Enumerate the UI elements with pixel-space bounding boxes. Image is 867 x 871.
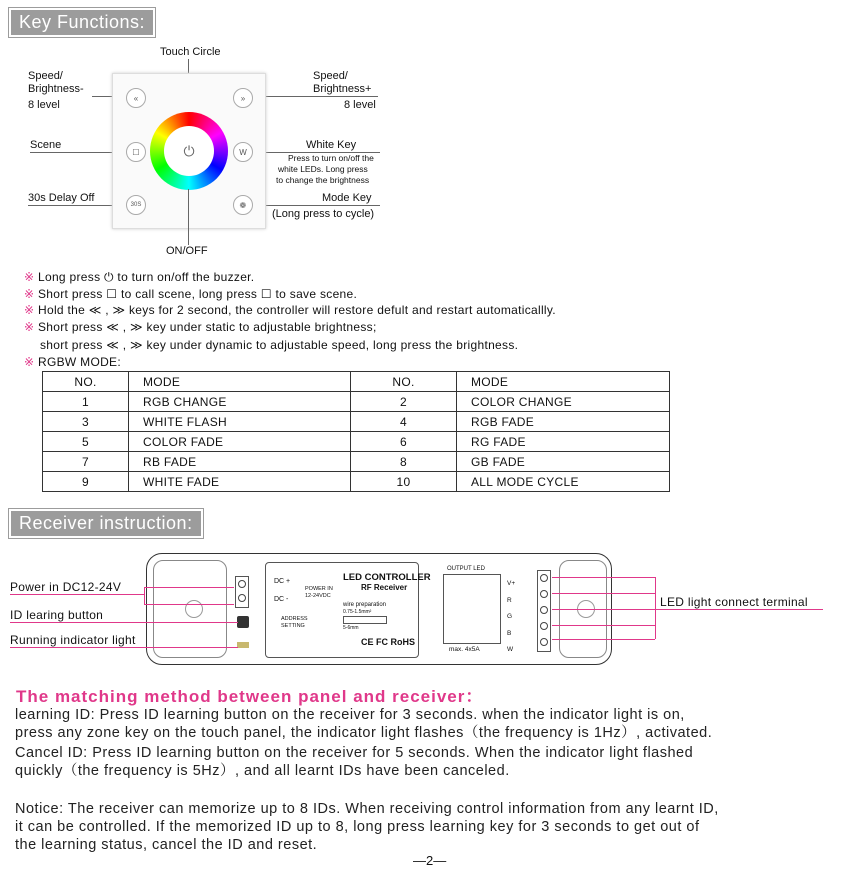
- power-arrow: [144, 587, 234, 588]
- pin-label: R: [507, 596, 512, 604]
- led-callout-connector: [655, 577, 656, 639]
- note-mark: ※: [24, 320, 35, 334]
- note-static: [24, 320, 377, 334]
- dc-minus-label: DC -: [274, 596, 289, 603]
- notice-para: the learning status, cancel the ID and reset.: [15, 837, 318, 853]
- pin-label: V+: [507, 580, 516, 587]
- speed-minus-button[interactable]: «: [126, 88, 146, 108]
- note-restore-text: Hold the ≪ , ≫ keys for 2 second, the controller will restore defult and restart automaticallly.: [38, 303, 556, 317]
- white-desc-2: white LEDs. Long press: [278, 164, 368, 174]
- terminal-screw: [238, 580, 246, 588]
- power-in-callout: Power in DC12-24V: [10, 580, 122, 594]
- on-off-label: ON/OFF: [166, 245, 208, 257]
- wire-diagram: [343, 616, 387, 624]
- max-current-label: max. 4x5A: [449, 646, 480, 653]
- table-cell: 3: [43, 412, 129, 432]
- table-cell: RGB FADE: [457, 412, 670, 432]
- screw-hole-left: [185, 600, 203, 618]
- table-cell: 4: [351, 412, 457, 432]
- receiver-title: Receiver instruction:: [9, 509, 203, 538]
- white-key-button[interactable]: W: [233, 142, 253, 162]
- table-cell: 10: [351, 472, 457, 492]
- table-header: NO.: [351, 372, 457, 392]
- terminal-screw: [540, 622, 548, 630]
- page-number: —2—: [413, 853, 447, 868]
- power-icon[interactable]: ⏻: [164, 126, 214, 176]
- output-wiring-diagram: [443, 574, 501, 644]
- note-mark: ※: [24, 270, 35, 284]
- white-desc-1: Press to turn on/off the: [288, 153, 374, 163]
- note-buzzer-text: Long press ⏻ to turn on/off the buzzer.: [38, 270, 255, 284]
- terminal-screw: [540, 606, 548, 614]
- table-cell: 1: [43, 392, 129, 412]
- table-cell: COLOR FADE: [129, 432, 351, 452]
- device-title: LED CONTROLLER: [343, 572, 431, 583]
- scene-label: Scene: [30, 139, 62, 151]
- note-rgbw-text: RGBW MODE:: [38, 355, 121, 369]
- matching-para: learning ID: Press ID learning button on the receiver for 3 seconds. when the indicator light is on,: [15, 707, 685, 723]
- key-functions-title: Key Functions:: [9, 8, 155, 37]
- id-learning-button[interactable]: [237, 616, 249, 628]
- speed-minus-label-1: Speed/: [28, 70, 63, 82]
- note-dynamic: [40, 338, 518, 352]
- note-dynamic-text: short press ≪ , ≫ key under dynamic to adjustable speed, long press the brightness.: [40, 338, 519, 352]
- terminal-screw: [540, 590, 548, 598]
- table-header: MODE: [457, 372, 670, 392]
- note-mark: ※: [24, 287, 35, 301]
- delay-off-button[interactable]: 30S: [126, 195, 146, 215]
- id-button-callout: ID learing button: [10, 608, 104, 622]
- receiver-device: [146, 553, 612, 665]
- terminal-screw: [238, 594, 246, 602]
- table-cell: RG FADE: [457, 432, 670, 452]
- table-cell: ALL MODE CYCLE: [457, 472, 670, 492]
- notice-para: Notice: The receiver can memorize up to 8 IDs. When receiving control information from any learnt ID,: [15, 801, 719, 817]
- table-header: MODE: [129, 372, 351, 392]
- table-cell: COLOR CHANGE: [457, 392, 670, 412]
- output-pin-labels: [507, 576, 517, 659]
- table-header: NO.: [43, 372, 129, 392]
- table-row: [43, 392, 670, 412]
- delay-off-leader: [28, 205, 124, 206]
- scene-leader: [30, 152, 124, 153]
- speed-plus-label-2: Brightness+: [313, 83, 372, 95]
- device-subtitle: RF Receiver: [361, 583, 408, 592]
- white-desc-3: to change the brightness: [276, 175, 370, 185]
- speed-minus-label-2: Brightness-: [28, 83, 84, 95]
- table-cell: WHITE FADE: [129, 472, 351, 492]
- output-led-label: OUTPUT LED: [447, 566, 485, 572]
- address-label: SETTING: [281, 623, 305, 629]
- led-arrow: [552, 639, 655, 640]
- power-callout-underline: [10, 594, 144, 595]
- speed-plus-label-1: Speed/: [313, 70, 348, 82]
- table-row: [43, 452, 670, 472]
- touch-circle-label: Touch Circle: [160, 46, 221, 58]
- id-arrow: [10, 622, 238, 623]
- matching-para: quickly（the frequency is 5Hz）, and all learnt IDs have been canceled.: [15, 763, 510, 779]
- mode-key-desc: (Long press to cycle): [272, 208, 375, 220]
- table-cell: 6: [351, 432, 457, 452]
- wire-size-label: 0.75-1.5mm²: [343, 609, 372, 615]
- table-cell: 8: [351, 452, 457, 472]
- table-cell: GB FADE: [457, 452, 670, 472]
- pin-label: G: [507, 613, 513, 620]
- led-arrow: [552, 577, 655, 578]
- touch-color-ring[interactable]: [150, 112, 228, 190]
- power-callout-connector: [144, 587, 145, 605]
- terminal-screw: [540, 574, 548, 582]
- led-arrow: [552, 609, 655, 610]
- scene-button[interactable]: ☐: [126, 142, 146, 162]
- speed-plus-leader: [254, 96, 378, 97]
- certifications: CE FC RoHS: [361, 637, 415, 647]
- note-mark: ※: [24, 355, 35, 369]
- note-scene-text: Short press ☐ to call scene, long press ☐ to save scene.: [38, 287, 358, 301]
- table-cell: WHITE FLASH: [129, 412, 351, 432]
- wire-prep-label: wire preparation: [343, 602, 387, 608]
- address-label: ADDRESS: [281, 616, 308, 622]
- notice-para: it can be controlled. If the memorized ID up to 8, long press learning key for 3 seconds to get out of: [15, 819, 700, 835]
- pin-label: B: [507, 629, 512, 637]
- note-buzzer: [24, 270, 254, 284]
- led-terminal-callout: LED light connect terminal: [660, 595, 808, 609]
- rgbw-mode-table: [42, 371, 670, 492]
- table-cell: RGB CHANGE: [129, 392, 351, 412]
- led-arrow: [552, 625, 655, 626]
- matching-title: The matching method between panel and receiver：: [16, 687, 484, 706]
- speed-minus-label-3: 8 level: [28, 99, 60, 111]
- mode-key-button[interactable]: ❁: [233, 195, 253, 215]
- led-callout-underline: [655, 609, 823, 610]
- mode-key-label: Mode Key: [322, 192, 372, 204]
- running-indicator-light: [237, 642, 249, 648]
- on-off-leader: [188, 189, 189, 245]
- power-arrow: [144, 604, 234, 605]
- dc-plus-label: DC +: [274, 578, 291, 585]
- table-cell: 2: [351, 392, 457, 412]
- mode-key-leader: [254, 205, 380, 206]
- table-cell: 7: [43, 452, 129, 472]
- matching-para: press any zone key on the touch panel, the indicator light flashes（the frequency is 1Hz）, activated.: [15, 725, 713, 741]
- table-row: [43, 472, 670, 492]
- touch-panel: [112, 73, 266, 229]
- pin-label: W: [507, 646, 514, 653]
- led-arrow: [552, 593, 655, 594]
- table-header-row: [43, 372, 670, 392]
- wire-length-label: 5-6mm: [343, 625, 359, 631]
- running-arrow: [10, 647, 238, 648]
- speed-plus-label-3: 8 level: [344, 99, 376, 111]
- note-mark: ※: [24, 303, 35, 317]
- running-light-callout: Running indicator light: [10, 633, 136, 647]
- table-cell: 9: [43, 472, 129, 492]
- terminal-screw: [540, 638, 548, 646]
- table-cell: RB FADE: [129, 452, 351, 472]
- note-restore: [24, 303, 556, 317]
- table-row: [43, 412, 670, 432]
- speed-plus-button[interactable]: »: [233, 88, 253, 108]
- power-voltage-label: 12-24VDC: [305, 593, 331, 599]
- table-cell: 5: [43, 432, 129, 452]
- power-in-label: POWER IN: [305, 586, 333, 592]
- note-scene: [24, 287, 357, 301]
- delay-off-label: 30s Delay Off: [28, 192, 95, 204]
- note-static-text: Short press ≪ , ≫ key under static to adjustable brightness;: [38, 320, 377, 334]
- matching-para: Cancel ID: Press ID learning button on the receiver for 5 seconds. When the indicator light flashed: [15, 745, 694, 761]
- white-key-label: White Key: [306, 139, 357, 151]
- note-rgbw: [24, 355, 121, 369]
- table-row: [43, 432, 670, 452]
